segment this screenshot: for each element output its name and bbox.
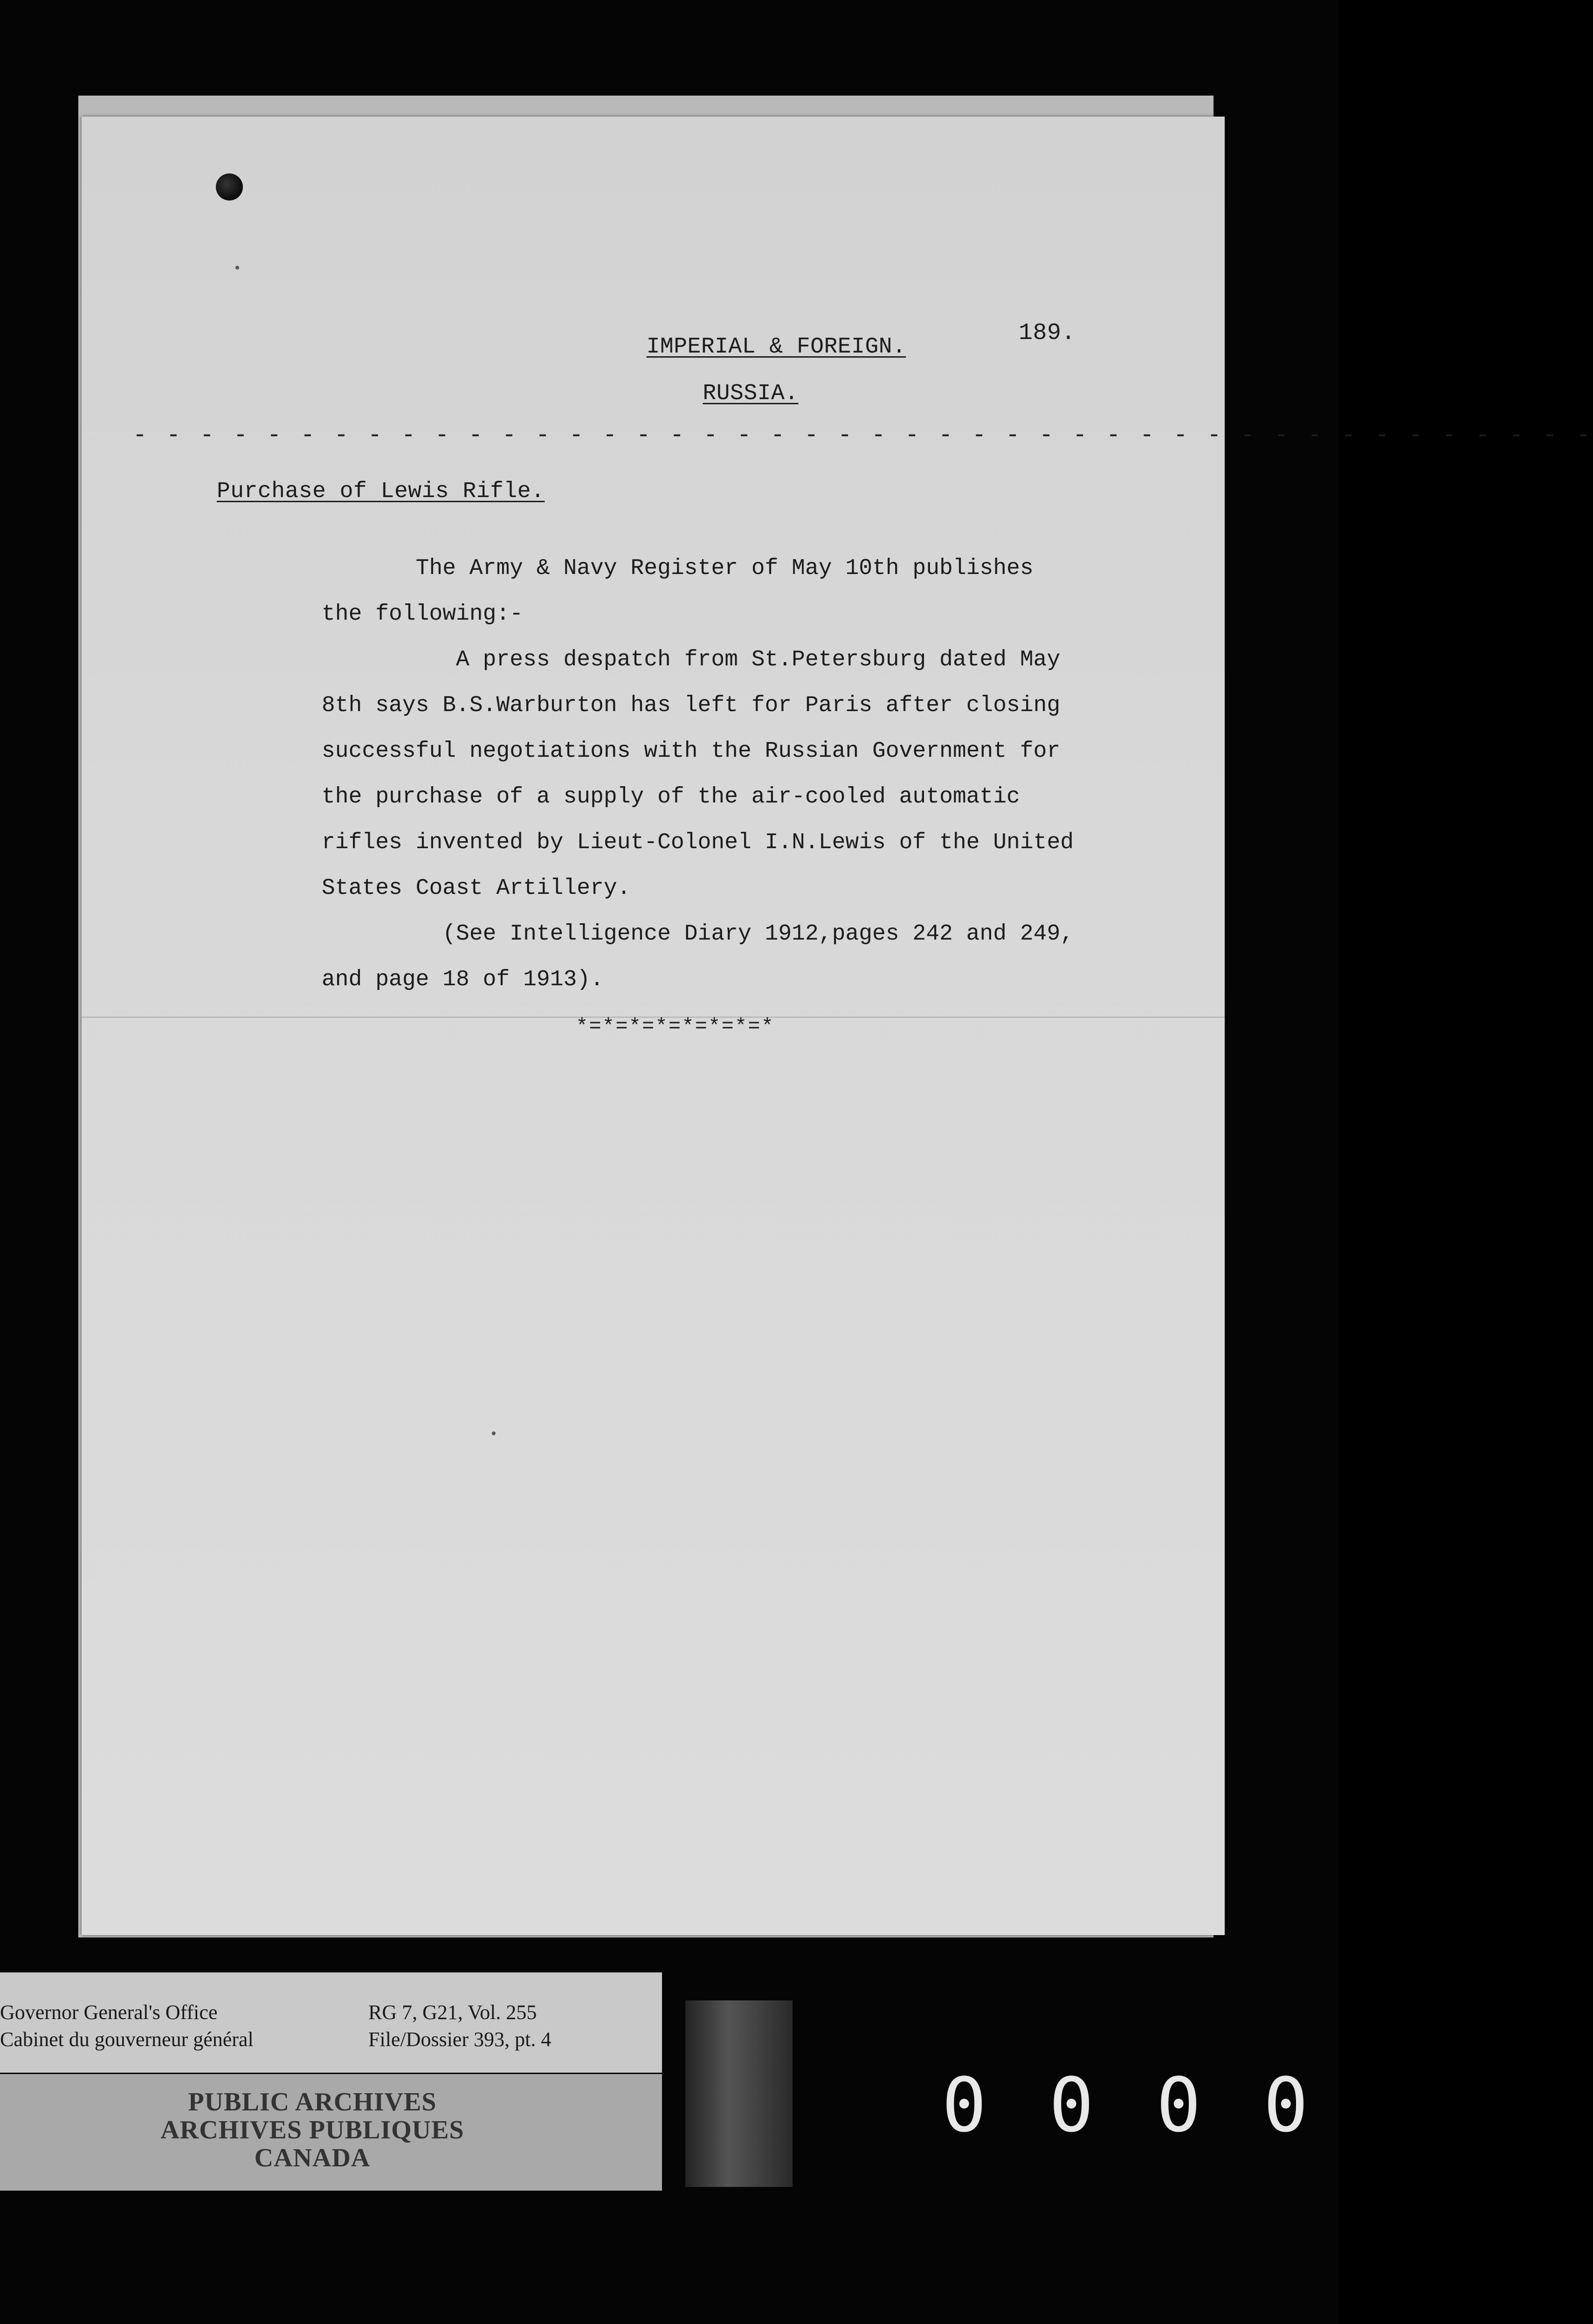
archive-label-reference [0, 1972, 662, 2073]
end-mark: *=*=*=*=*=*=*=* [576, 1015, 775, 1038]
body-line: successful negotiations with the Russian Government for [322, 739, 1061, 764]
file-reference: File/Dossier 393, pt. 4 [368, 2028, 552, 2051]
speck [492, 1432, 496, 1435]
frame-counter [932, 2061, 1315, 2154]
dashed-divider: - - - - - - - - - - - - - - - - - - - - - - - - - - - - - - - - - - - - - - - - - - - - [133, 422, 1593, 449]
archive-label-institution [0, 2074, 662, 2191]
archives-french: ARCHIVES PUBLIQUES [160, 2116, 464, 2144]
label-shadow [685, 2000, 793, 2187]
record-group-reference: RG 7, G21, Vol. 255 [368, 2001, 537, 2024]
page-number: 189. [1019, 320, 1076, 346]
body-text [322, 546, 1207, 1003]
office-english: Governor General's Office [0, 2001, 218, 2024]
speck [235, 266, 239, 270]
body-line: rifles invented by Lieut-Colonel I.N.Lewis of the United [322, 830, 1074, 855]
archives-english: PUBLIC ARCHIVES [188, 2088, 437, 2116]
office-french: Cabinet du gouverneur général [0, 2028, 254, 2051]
punch-hole [216, 173, 243, 201]
counter-digit: 0 [1263, 2061, 1309, 2149]
section-heading: IMPERIAL & FOREIGN. [646, 334, 906, 360]
body-line: States Coast Artillery. [322, 876, 631, 901]
document-page [82, 117, 1593, 1935]
body-line: A press despatch from St.Petersburg dated May [322, 647, 1061, 672]
archives-country: CANADA [254, 2144, 371, 2172]
body-line: the following:- [322, 602, 524, 627]
counter-digit: 0 [1049, 2061, 1094, 2149]
body-line: The Army & Navy Register of May 10th publishes [322, 556, 1034, 581]
body-line: and page 18 of 1913). [322, 967, 604, 992]
subject-line: Purchase of Lewis Rifle. [217, 479, 545, 504]
counter-digit: 0 [942, 2061, 987, 2149]
country-heading: RUSSIA. [703, 381, 799, 406]
counter-digit: 0 [1156, 2061, 1201, 2149]
body-line: the purchase of a supply of the air-cooled automatic [322, 784, 1020, 809]
body-line: 8th says B.S.Warburton has left for Paris after closing [322, 693, 1061, 718]
body-line: (See Intelligence Diary 1912,pages 242 and 249, [322, 921, 1074, 947]
